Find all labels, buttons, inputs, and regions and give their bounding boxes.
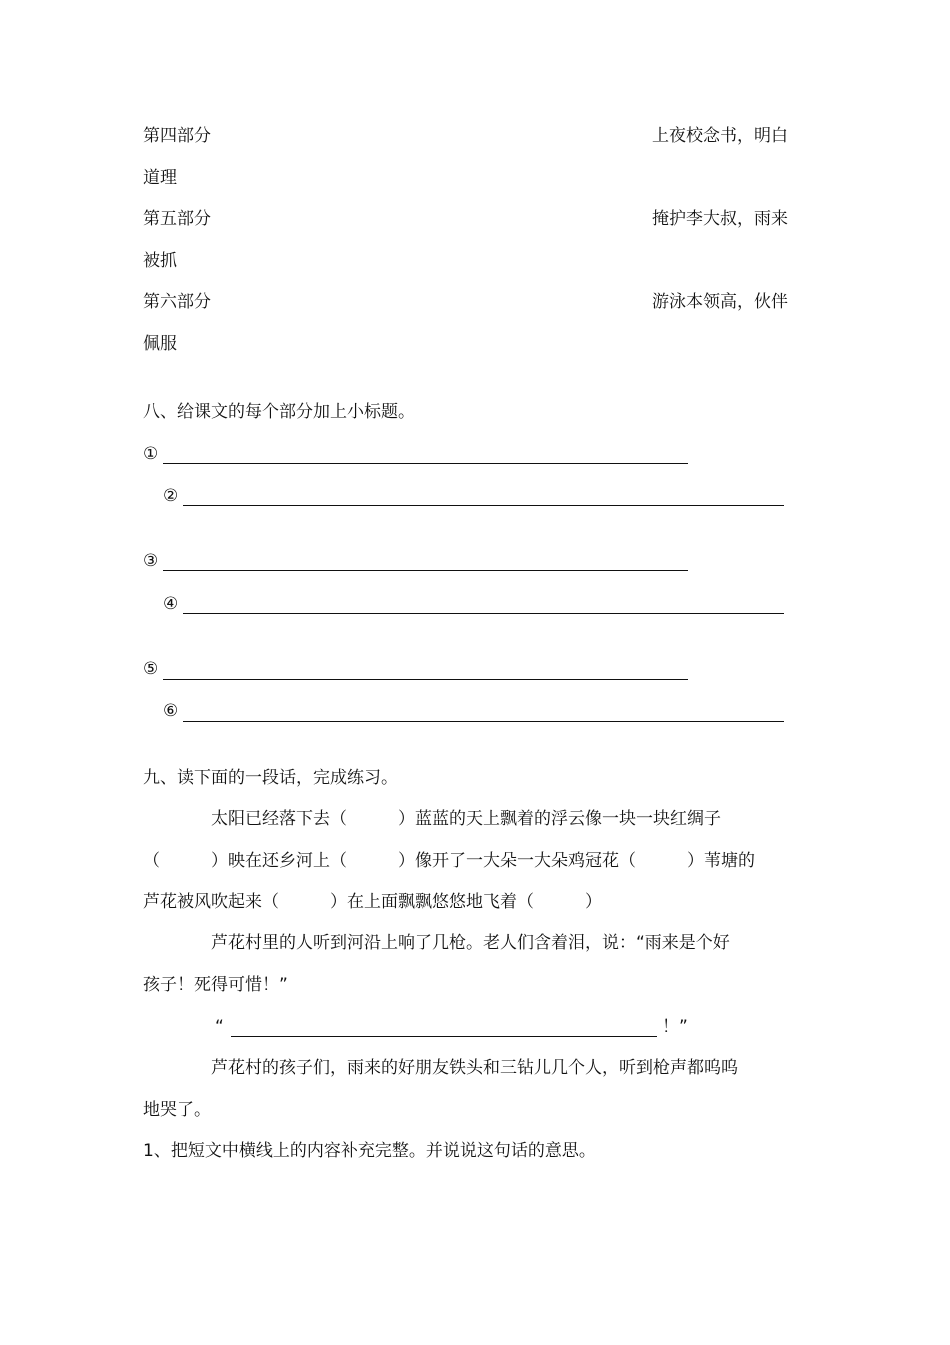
answer-line-4[interactable] bbox=[183, 613, 784, 614]
part-4-summary: 上夜校念书，明白 bbox=[652, 126, 788, 146]
part-4-label: 第四部分 bbox=[143, 126, 211, 146]
passage-p1-line-3: 芦花被风吹起来（ ）在上面飘飘悠悠地飞着（ ） bbox=[143, 892, 602, 912]
part-5-label: 第五部分 bbox=[143, 209, 211, 229]
answer-line-2[interactable] bbox=[183, 505, 784, 506]
blank-marker-2: ② bbox=[163, 486, 179, 506]
part-5-summary: 掩护李大叔，雨来 bbox=[652, 209, 788, 229]
passage-p2-line-2: 孩子！死得可惜！” bbox=[143, 975, 288, 995]
blank-marker-6: ⑥ bbox=[163, 701, 179, 721]
quote-close: ！” bbox=[662, 1017, 688, 1037]
part-5-summary-cont: 被抓 bbox=[143, 251, 177, 271]
passage-p1-line-1: 太阳已经落下去（ ）蓝蓝的天上飘着的浮云像一块一块红绸子 bbox=[211, 809, 721, 829]
answer-line-6[interactable] bbox=[183, 721, 784, 722]
section-9-title: 九、读下面的一段话，完成练习。 bbox=[143, 768, 398, 788]
part-6-summary-cont: 佩服 bbox=[143, 334, 177, 354]
part-4-summary-cont: 道理 bbox=[143, 168, 177, 188]
blank-marker-4: ④ bbox=[163, 594, 179, 614]
blank-marker-5: ⑤ bbox=[143, 659, 159, 679]
answer-line-1[interactable] bbox=[163, 463, 688, 464]
answer-line-5[interactable] bbox=[163, 679, 688, 680]
question-1: 1、把短文中横线上的内容补充完整。并说说这句话的意思。 bbox=[143, 1141, 596, 1161]
part-6-summary: 游泳本领高，伙伴 bbox=[652, 292, 788, 312]
part-6-label: 第六部分 bbox=[143, 292, 211, 312]
answer-line-3[interactable] bbox=[163, 570, 688, 571]
passage-p1-line-2: （ ）映在还乡河上（ ）像开了一大朵一大朵鸡冠花（ ）苇塘的 bbox=[143, 851, 755, 871]
passage-p3-line-2: 地哭了。 bbox=[143, 1100, 211, 1120]
quote-answer-line[interactable] bbox=[231, 1036, 657, 1037]
section-8-title: 八、给课文的每个部分加上小标题。 bbox=[143, 402, 415, 422]
passage-p2-line-1: 芦花村里的人听到河沿上响了几枪。老人们含着泪，说：“雨来是个好 bbox=[211, 933, 730, 953]
blank-marker-1: ① bbox=[143, 444, 159, 464]
blank-marker-3: ③ bbox=[143, 551, 159, 571]
quote-open: “ bbox=[215, 1017, 224, 1037]
passage-p3-line-1: 芦花村的孩子们，雨来的好朋友铁头和三钻儿几个人，听到枪声都呜呜 bbox=[211, 1058, 738, 1078]
